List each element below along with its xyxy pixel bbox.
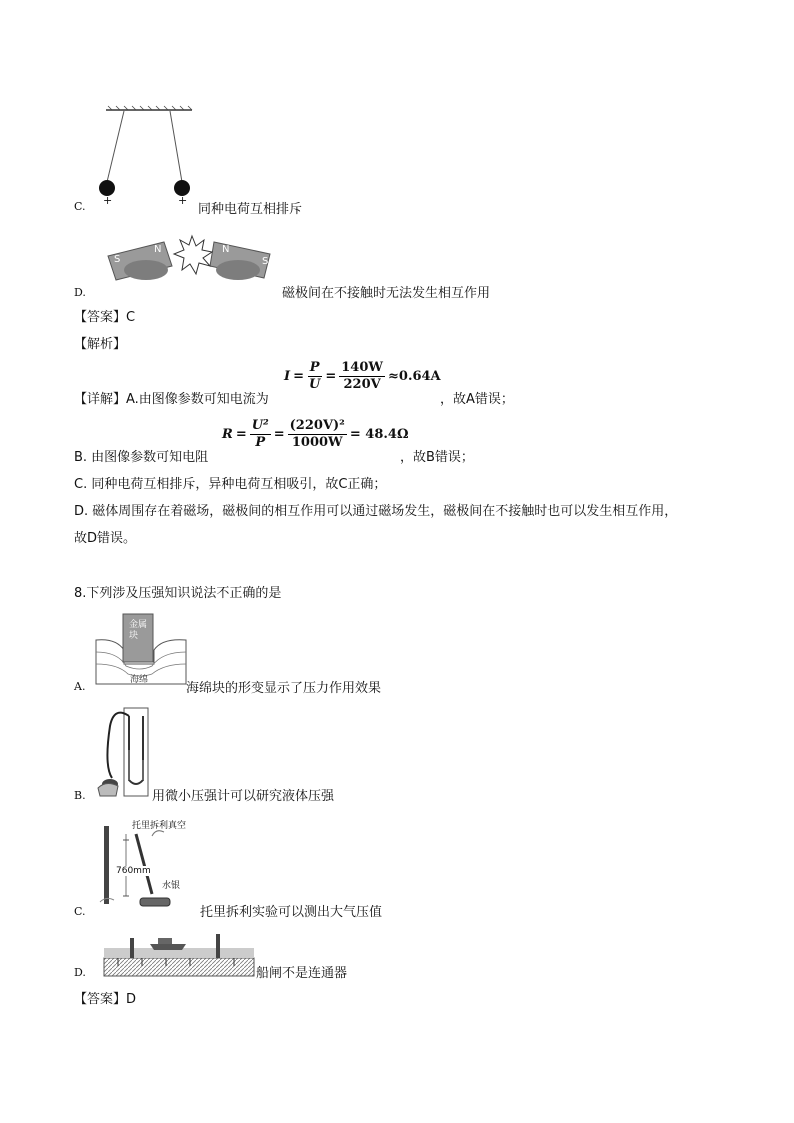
q8-option-a-text: 海绵块的形变显示了压力作用效果: [186, 681, 382, 696]
sponge-text: 海绵: [130, 675, 149, 685]
q7-detail-d-line2: 故D错误。: [74, 531, 137, 546]
formula-current-den2: 220V: [343, 377, 381, 392]
q7-detail-d-line1: D. 磁体周围存在着磁场，磁极间的相互作用可以通过磁场发生，磁极间在不接触时也可以发生相互作用，: [74, 504, 678, 519]
figure-sponge: [96, 612, 186, 688]
q7-detail-b-suffix: ，故B错误；: [400, 450, 474, 465]
magnet-letter-s1: S: [114, 254, 121, 265]
figure-manometer: [96, 706, 152, 800]
ship-lock-drawing: [104, 928, 254, 976]
q7-option-d-label: D.: [74, 286, 86, 299]
q7-detail-c: C. 同种电荷互相排斥，异种电荷互相吸引，故C正确；: [74, 477, 387, 492]
magnet-letter-n1: N: [154, 244, 162, 255]
q8-option-b-text: 用微小压强计可以研究液体压强: [152, 789, 335, 804]
formula-resistance-lhs: R: [222, 427, 233, 442]
formula-current-lhs: I: [284, 369, 291, 384]
q7-analysis-heading: 【解析】: [74, 337, 127, 352]
magnet-letter-s2: S: [262, 256, 269, 267]
formula-current-eq: =: [293, 369, 304, 384]
formula-current-eq2: =: [325, 369, 337, 384]
q7-option-c-text: 同种电荷互相排斥: [198, 202, 303, 217]
formula-current: [284, 360, 441, 393]
q8-option-a-label: A.: [74, 680, 86, 693]
formula-resistance-num2: (220V)²: [289, 418, 345, 433]
formula-resistance-frac2: [288, 418, 347, 451]
torricelli-mercury-label: 水银: [162, 881, 181, 891]
metal-block-text: 金属块: [129, 620, 148, 641]
plus-sign-left: +: [103, 194, 113, 207]
q7-option-c-label: C.: [74, 200, 86, 213]
q7-option-d-text: 磁极间在不接触时无法发生相互作用: [282, 286, 491, 301]
figure-magnets: [106, 232, 282, 288]
q7-detail-b-prefix: B. 由图像参数可知电阻: [74, 450, 209, 465]
manometer-drawing: [96, 706, 152, 800]
formula-current-approx: ≈0.64A: [388, 369, 441, 384]
formula-current-num1: P: [309, 360, 320, 375]
q7-answer: 【答案】C: [74, 310, 136, 325]
q8-answer: 【答案】D: [74, 992, 137, 1007]
torricelli-vacuum-label: 托里拆利真空: [132, 821, 187, 831]
q7-detail-a-suffix: ，故A错误；: [440, 392, 514, 407]
q8-option-d-label: D.: [74, 966, 86, 979]
q8-option-d-text: 船闸不是连通器: [256, 966, 348, 981]
q7-detail-a-prefix: 【详解】A.由图像参数可知电流为: [74, 392, 269, 407]
formula-resistance-den1: P: [255, 435, 266, 450]
q8-option-c-text: 托里拆利实验可以测出大气压值: [200, 905, 383, 920]
formula-resistance: [222, 418, 409, 451]
formula-resistance-den2: 1000W: [291, 435, 343, 450]
magnet-letter-n2: N: [222, 244, 230, 255]
figure-ship-lock: [104, 928, 254, 976]
formula-resistance-num1: U²: [251, 418, 269, 433]
q8-option-c-label: C.: [74, 905, 86, 918]
torricelli-length-label: 760mm: [116, 866, 151, 876]
plus-sign-right: +: [178, 194, 188, 207]
formula-current-frac1: [307, 360, 322, 393]
q8-option-b-label: B.: [74, 789, 86, 802]
formula-resistance-eq2: =: [273, 427, 285, 442]
q8-title: 8.下列涉及压强知识说法不正确的是: [74, 586, 282, 601]
formula-current-num2: 140W: [341, 360, 383, 375]
formula-current-den1: U: [309, 377, 321, 392]
formula-resistance-result: = 48.4Ω: [349, 427, 409, 442]
magnets-drawing: [106, 232, 282, 288]
formula-resistance-frac1: [250, 418, 271, 451]
figure-torricelli: [96, 816, 200, 910]
formula-resistance-eq: =: [235, 427, 247, 442]
formula-current-frac2: [339, 360, 385, 393]
